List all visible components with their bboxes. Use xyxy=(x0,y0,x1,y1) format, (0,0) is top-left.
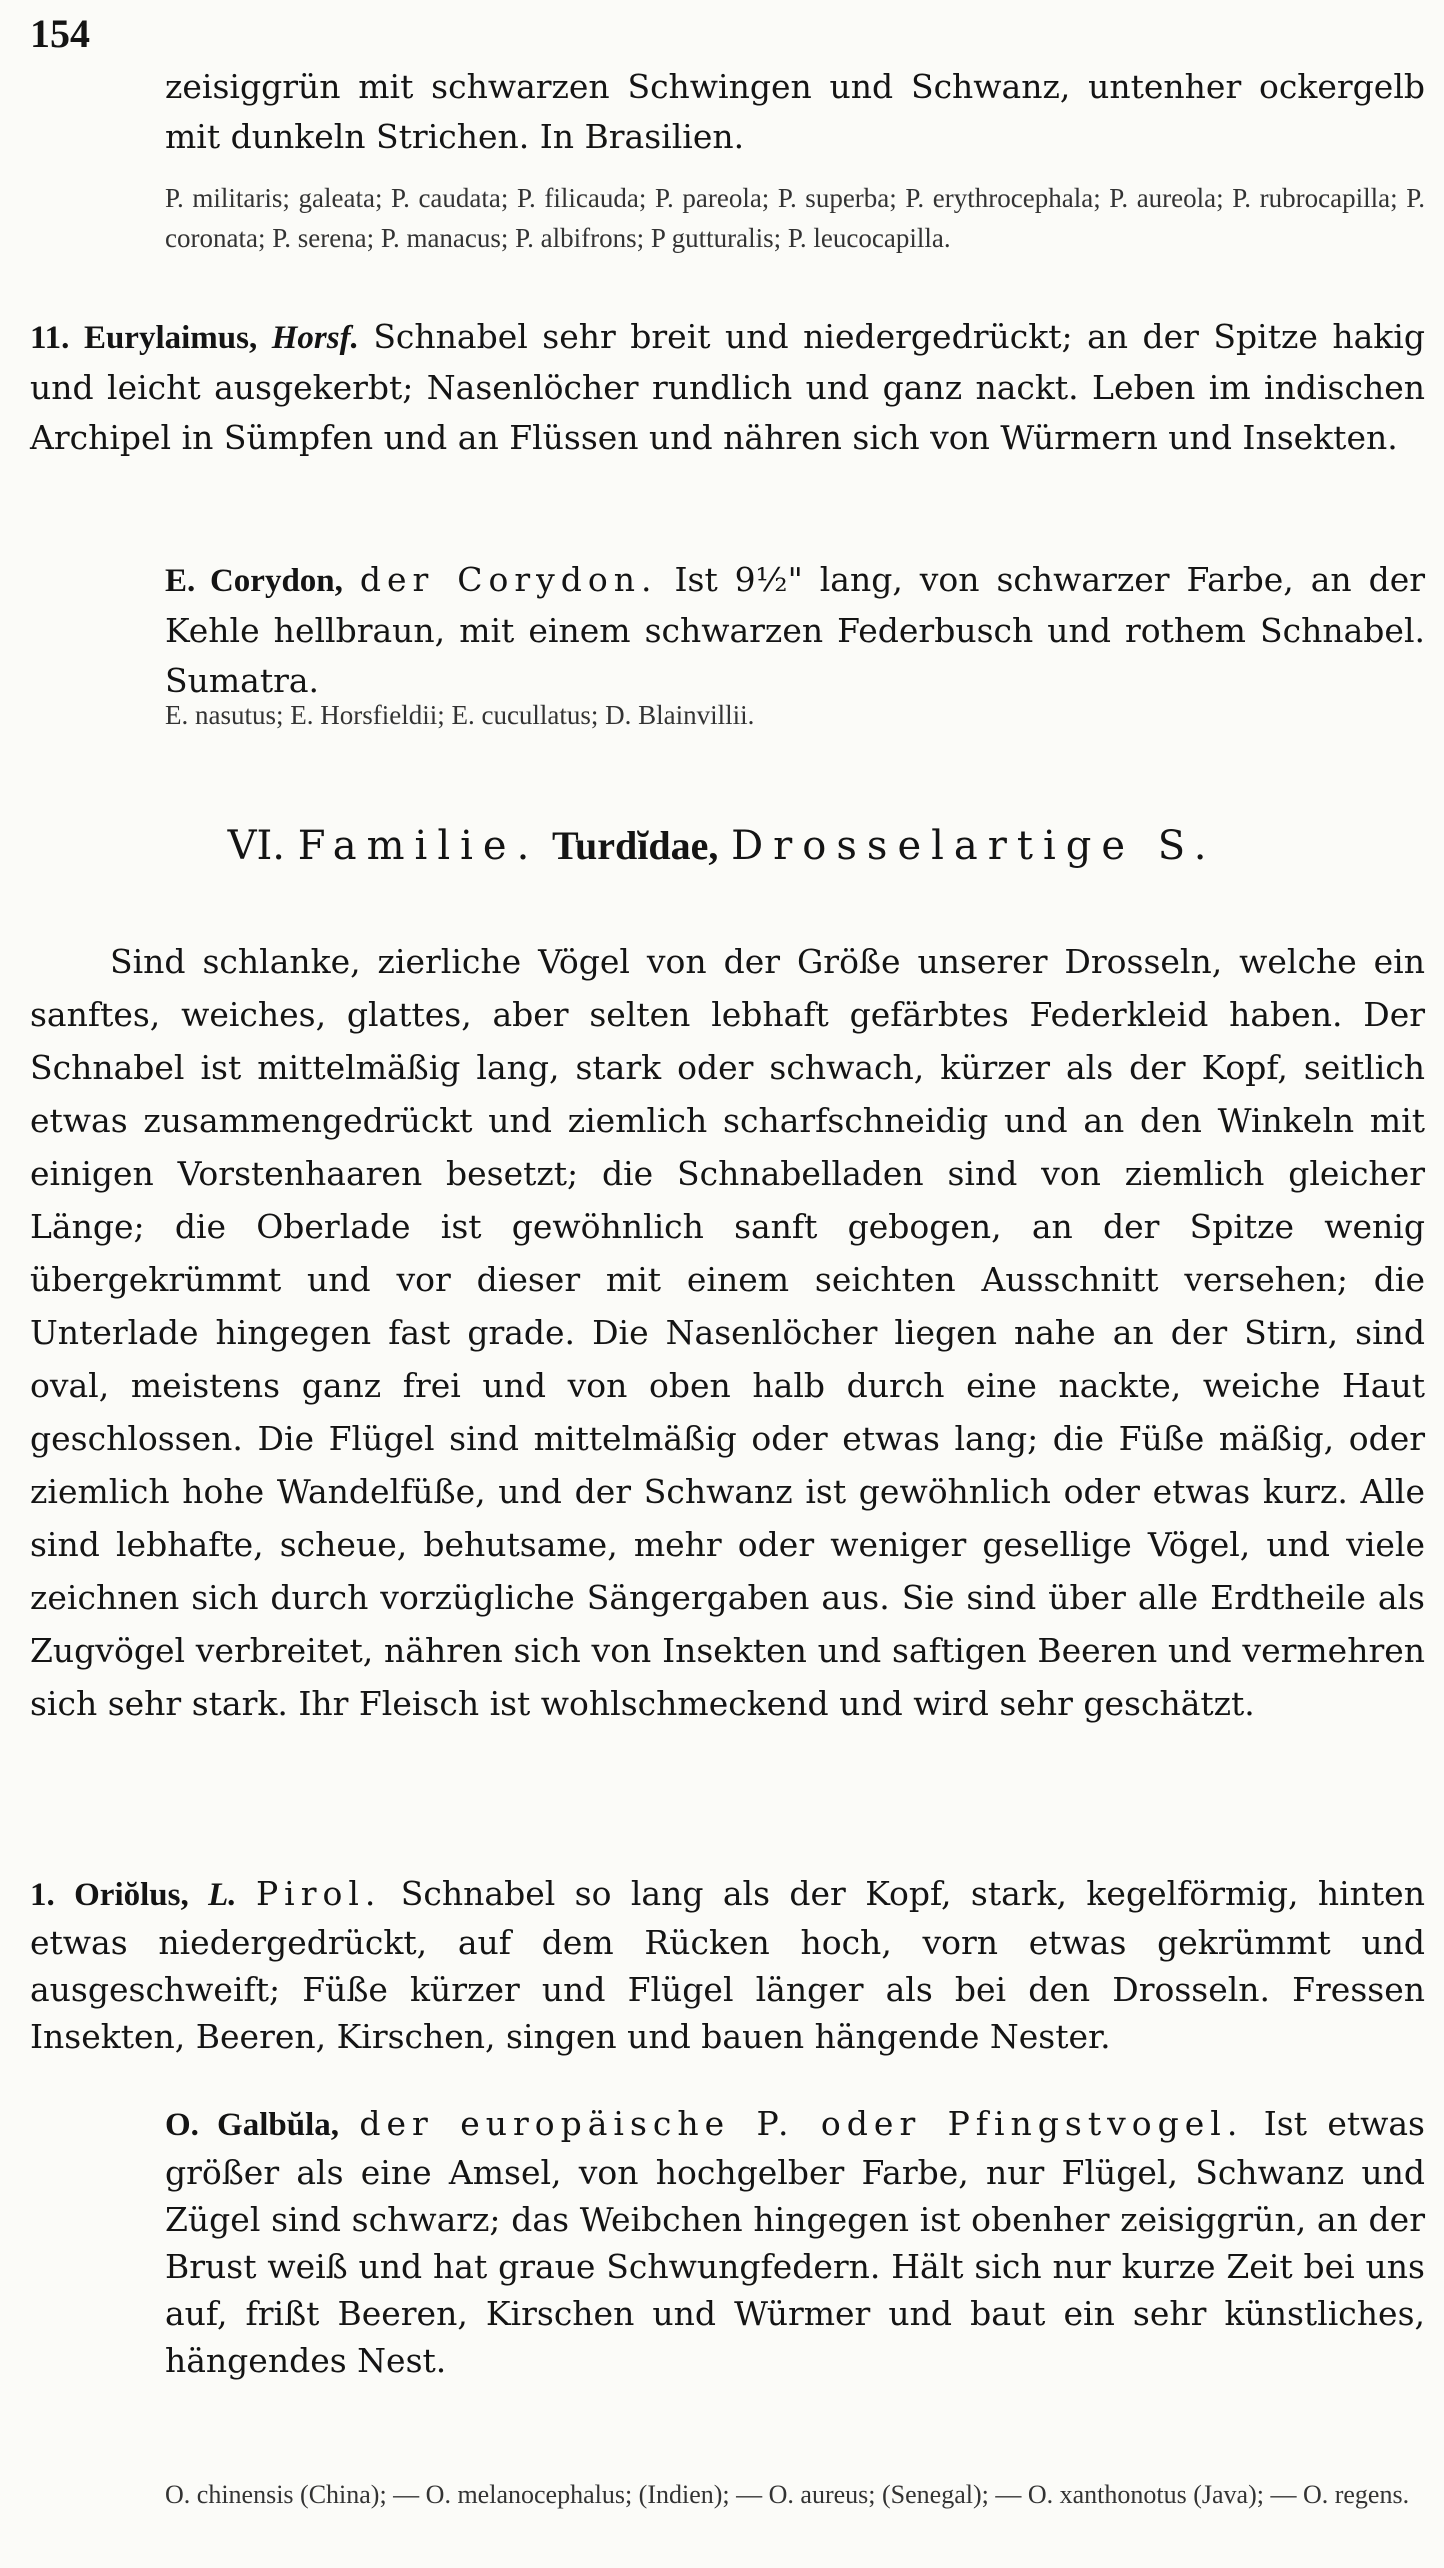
genus-author: Horsf. xyxy=(271,320,359,356)
species-description: Ist 9½" lang, von schwarzer Farbe, an der Kehle hellbraun, mit einem schwarzen Federbusch und rothem Schnabel. Sumatra. xyxy=(165,560,1425,700)
genus-number: 1. xyxy=(30,1877,55,1913)
family-heading xyxy=(0,818,1444,874)
family-german: Drosselartige S. xyxy=(731,823,1217,869)
species-name: E. Corydon, xyxy=(165,563,343,599)
species-galbula xyxy=(30,2100,1425,2384)
genus-common-name: Pirol. xyxy=(255,1874,382,1913)
genus-oriolus xyxy=(30,1870,1425,2060)
genus-description: Schnabel so lang als der Kopf, stark, kegelförmig, hinten etwas niedergedrückt, auf dem Rücken hoch, vorn etwas gekrümmt und ausgeschweift; Füße kürzer und Flügel länger als bei den Drosseln. Fressen Insekten, Beeren, Kirschen, singen und bauen hängende Nester. xyxy=(30,1874,1425,2056)
species-name: O. Galbŭla, xyxy=(165,2107,340,2143)
species-corydon xyxy=(30,555,1425,706)
species-description: Ist etwas größer als eine Amsel, von hochgelber Farbe, nur Flügel, Schwanz und Zügel sind schwarz; das Weibchen hingegen ist obenher zeisiggrün, an der Brust weiß und hat graue Schwungfedern. Hält sich nur kurze Zeit bei uns auf, frißt Beeren, Kirschen und Würmer und baut ein sehr künstliches, hängendes Nest. xyxy=(165,2104,1425,2380)
page-number: 154 xyxy=(30,11,90,56)
oriolus-species-list: O. chinensis (China); — O. melanocephalus; (Indien); — O. aureus; (Senegal); — O. xanthonotus (Java); — O. regens. xyxy=(165,2480,1410,2509)
genus-name: Eurylaimus, xyxy=(83,320,258,356)
family-latin: Turdĭdae, xyxy=(552,823,719,868)
genus-author: L. xyxy=(208,1877,237,1913)
genus-eurylaimus xyxy=(30,312,1425,463)
family-roman: VI. xyxy=(227,823,285,869)
family-word: Familie. xyxy=(297,823,540,869)
intro-text: zeisiggrün mit schwarzen Schwingen und Schwanz, untenher ockergelb mit dunkeln Strichen. In Brasilien. xyxy=(165,67,1425,156)
species-common-name: der europäische P. oder Pfingstvogel. xyxy=(359,2104,1244,2143)
species-common-name: der Corydon. xyxy=(359,560,658,599)
genus-number: 11. xyxy=(30,320,70,356)
genus-description: Schnabel sehr breit und niedergedrückt; an der Spitze hakig und leicht ausgekerbt; Nasenlöcher rundlich und ganz nackt. Leben im indischen Archipel in Sümpfen und an Flüssen und nähren sich von Würmern und Insekten. xyxy=(30,317,1425,457)
intro-species-list: P. militaris; galeata; P. caudata; P. filicauda; P. pareola; P. superba; P. erythrocephala; P. aureola; P. rubrocapilla; P. coronata; P. serena; P. manacus; P. albifrons; P gutturalis; P. leucocapilla. xyxy=(165,183,1425,253)
family-description: Sind schlanke, zierliche Vögel von der Größe unserer Drosseln, welche ein sanftes, weiches, glattes, aber selten lebhaft gefärbtes Federkleid haben. Der Schnabel ist mittelmäßig lang, stark oder schwach, kürzer als der Kopf, seitlich etwas zusammengedrückt und ziemlich scharfschneidig und an den Winkeln mit einigen Vorstenhaaren besetzt; die Schnabelladen sind von ziemlich gleicher Länge; die Oberlade ist gewöhnlich sanft gebogen, an der Spitze wenig übergekrümmt und vor dieser mit einem seichten Ausschnitt versehen; die Unterlade hingegen fast grade. Die Nasenlöcher liegen nahe an der Stirn, sind oval, meistens ganz frei und von oben halb durch eine nackte, weiche Haut geschlossen. Die Flügel sind mittelmäßig oder etwas lang; die Füße mäßig, oder ziemlich hohe Wandelfüße, und der Schwanz ist gewöhnlich oder etwas kurz. Alle sind lebhafte, scheue, behutsame, mehr oder weniger gesellige Vögel, und viele zeichnen sich durch vorzügliche Sängergaben aus. Sie sind über alle Erdtheile als Zugvögel verbreitet, nähren sich von Insekten und saftigen Beeren und vermehren sich sehr stark. Ihr Fleisch ist wohlschmeckend und wird sehr geschätzt. xyxy=(30,942,1425,1723)
genus-name: Oriŏlus, xyxy=(74,1877,189,1913)
eurylaimus-species-list: E. nasutus; E. Horsfieldii; E. cucullatus; D. Blainvillii. xyxy=(165,700,755,730)
